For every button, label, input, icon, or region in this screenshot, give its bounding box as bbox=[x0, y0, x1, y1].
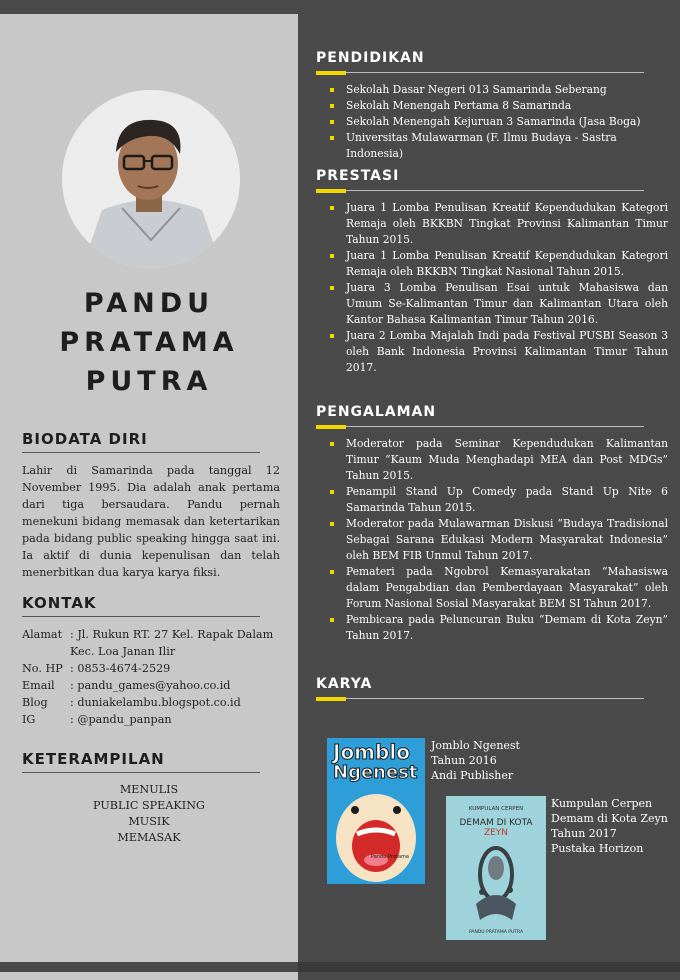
skill-item: MENULIS bbox=[119, 783, 179, 796]
biodata-heading: BIODATA DIRI bbox=[22, 430, 148, 448]
contact-value: : pandu_games@yahoo.co.id bbox=[70, 679, 231, 692]
works-accent-bar bbox=[316, 697, 346, 701]
education-item: Universitas Mulawarman (F. Ilmu Budaya - Sastra Indonesia) bbox=[328, 130, 668, 162]
contact-label: Email bbox=[22, 679, 55, 692]
experience-item: Penampil Stand Up Comedy pada Stand Up Nite 6 Samarinda Tahun 2015. bbox=[328, 484, 668, 516]
book-cover-title-1: Jomblo bbox=[333, 740, 410, 764]
contact-heading: KONTAK bbox=[22, 594, 97, 612]
education-divider bbox=[316, 72, 644, 73]
book-cover-jomblo-ngenest bbox=[327, 738, 425, 884]
book-cover-title bbox=[446, 818, 546, 838]
bottom-decor-bar bbox=[0, 962, 298, 972]
skills-list bbox=[0, 782, 298, 846]
education-item: Sekolah Dasar Negeri 013 Samarinda Seberang bbox=[328, 82, 668, 98]
achievement-item: Juara 1 Lomba Penulisan Kreatif Kependudukan Kategori Remaja oleh BKKBN Tingkat Nasional Tahun 2015. bbox=[328, 248, 668, 280]
experience-item: Moderator pada Seminar Kependudukan Kalimantan Timur “Kaum Muda Menghadapi MEA dan Post MDGs” Tahun 2015. bbox=[328, 436, 668, 484]
skill-item: MEMASAK bbox=[117, 831, 181, 844]
education-item: Sekolah Menengah Pertama 8 Samarinda bbox=[328, 98, 668, 114]
achievements-list bbox=[328, 200, 668, 376]
experience-list bbox=[328, 436, 668, 644]
skill-item: PUBLIC SPEAKING bbox=[93, 799, 205, 812]
contact-value: : Jl. Rukun RT. 27 Kel. Rapak Dalam Kec. Loa Janan Ilir bbox=[70, 628, 274, 658]
biodata-text: Lahir di Samarinda pada tanggal 12 November 1995. Dia adalah anak pertama dari tiga bersaudara. Pandu pernah menekuni bidang memasak dan ketertarikan pada bidang public speaking hingga saat ini. Ia aktif di dunia kepenulisan dan telah menerbitkan dua karya karya fiksi. bbox=[22, 464, 280, 579]
profile-photo-illustration bbox=[62, 90, 240, 268]
book-title: Jomblo Ngenest bbox=[431, 739, 520, 752]
education-item: Sekolah Menengah Kejuruan 3 Samarinda (Jasa Boga) bbox=[328, 114, 668, 130]
works-divider bbox=[316, 698, 644, 699]
skill-item: MUSIK bbox=[128, 815, 170, 828]
achievement-item: Juara 1 Lomba Penulisan Kreatif Kependudukan Kategori Remaja oleh BKKBN Tingkat Provinsi Kalimantan Timur Tahun 2015. bbox=[328, 200, 668, 248]
book-info-1 bbox=[431, 738, 520, 783]
contact-list bbox=[22, 626, 282, 728]
book-cover-title-2: Ngenest bbox=[333, 762, 418, 783]
works-heading: KARYA bbox=[316, 676, 373, 692]
contact-label: Blog bbox=[22, 696, 48, 709]
book-info-2 bbox=[551, 796, 668, 856]
achievements-divider bbox=[316, 190, 644, 191]
book-cover-title-accent: ZEYN bbox=[483, 828, 509, 838]
profile-photo bbox=[62, 90, 240, 268]
book-cover-demam-di-kota-zeyn bbox=[446, 796, 546, 940]
experience-item: Moderator pada Mulawarman Diskusi “Budaya Tradisional Sebagai Sarana Edukasi Modern Masyarakat Indonesia” oleh BEM FIB Unmul Tahun 2017. bbox=[328, 516, 668, 564]
contact-row-address bbox=[22, 626, 282, 660]
experience-item: Pembicara pada Peluncuran Buku “Demam di Kota Zeyn” Tahun 2017. bbox=[328, 612, 668, 644]
contact-label: Alamat bbox=[22, 628, 63, 641]
achievements-heading: PRESTASI bbox=[316, 168, 400, 184]
person-name bbox=[0, 284, 298, 401]
contact-row-blog bbox=[22, 694, 282, 711]
experience-item: Pemateri pada Ngobrol Kemasyarakatan “Mahasiswa dalam Pengabdian dan Pemberdayaan Masyarakat” oleh Forum Nasional Sosial Masyarakat BEM SI Tahun 2017. bbox=[328, 564, 668, 612]
book-type: Kumpulan Cerpen bbox=[551, 797, 653, 810]
book-cover-author: PANDU PRATAMA PUTRA bbox=[468, 930, 524, 935]
education-heading: PENDIDIKAN bbox=[316, 50, 425, 66]
experience-heading: PENGALAMAN bbox=[316, 404, 437, 420]
contact-divider bbox=[22, 616, 260, 617]
education-accent-bar bbox=[316, 71, 346, 75]
skills-divider bbox=[22, 772, 260, 773]
top-decor-bar bbox=[0, 0, 298, 14]
contact-label: No. HP bbox=[22, 662, 63, 675]
book-year: Tahun 2016 bbox=[431, 754, 497, 767]
achievement-item: Juara 3 Lomba Penulisan Esai untuk Mahasiswa dan Umum Se-Kalimantan Timur dan Kalimantan Utara oleh Kantor Bahasa Kalimantan Timur Tahun 2016. bbox=[328, 280, 668, 328]
contact-row-instagram bbox=[22, 711, 282, 728]
achievements-accent-bar bbox=[316, 189, 346, 193]
book-cover-title-main: DEMAM DI KOTA bbox=[459, 818, 533, 828]
book-cover-author: Pandu Pratama bbox=[371, 854, 409, 860]
contact-value: : 0853-4674-2529 bbox=[70, 662, 171, 675]
name-line-2: PRATAMA bbox=[59, 327, 239, 358]
contact-row-phone bbox=[22, 660, 282, 677]
contact-value: : @pandu_panpan bbox=[70, 713, 172, 726]
contact-row-email bbox=[22, 677, 282, 694]
book-publisher: Andi Publisher bbox=[431, 769, 514, 782]
education-list bbox=[328, 82, 668, 162]
achievement-item: Juara 2 Lomba Majalah Indi pada Festival PUSBI Season 3 oleh Bank Indonesia Provinsi Kalimantan Timur Tahun 2017. bbox=[328, 328, 668, 376]
name-line-1: PANDU bbox=[83, 288, 215, 319]
skills-heading: KETERAMPILAN bbox=[22, 750, 165, 768]
book-publisher: Pustaka Horizon bbox=[551, 842, 644, 855]
name-line-3: PUTRA bbox=[85, 366, 213, 397]
book-year: Tahun 2017 bbox=[551, 827, 617, 840]
contact-value: : duniakelambu.blogspot.co.id bbox=[70, 696, 241, 709]
contact-label: IG bbox=[22, 713, 36, 726]
biodata-divider bbox=[22, 452, 260, 453]
book-cover-series: KUMPULAN CERPEN bbox=[468, 806, 524, 812]
experience-divider bbox=[316, 426, 644, 427]
book-title: Demam di Kota Zeyn bbox=[551, 812, 668, 825]
experience-accent-bar bbox=[316, 425, 346, 429]
